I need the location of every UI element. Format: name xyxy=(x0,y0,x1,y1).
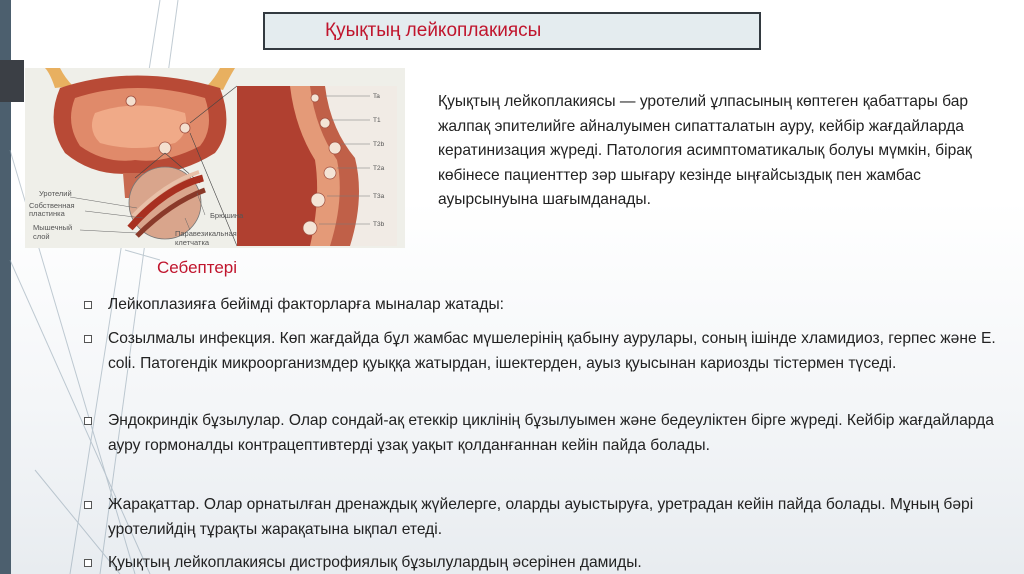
bladder-anatomy-image xyxy=(25,68,405,248)
list-item-text: Лейкоплазияға бейімді факторларға мыналар жатады: xyxy=(108,296,504,313)
list-item-text: Жарақаттар. Олар орнатылған дренаждық жүйелерге, оларды ауыстыруға, уретрадан кейін пайда болады. Мұның бәрі уротелийдің тұрақты жарақатына ықпал етеді. xyxy=(108,496,974,538)
bladder-illustration xyxy=(25,68,405,248)
stage-label: T3b xyxy=(373,221,385,228)
square-bullet-icon xyxy=(84,335,92,343)
list-item-text: Эндокриндік бұзылулар. Олар сондай-ақ етеккір циклінің бұзылуымен және бедеуліктен бірге жүреді. Кейбір жағдайларда ауру гормоналды контрацептивтерді ұзақ уақыт қолданғаннан кейін пайда болады. xyxy=(108,412,994,454)
square-bullet-icon xyxy=(84,417,92,425)
label-muscle-line2: слой xyxy=(33,232,50,241)
square-bullet-icon xyxy=(84,559,92,567)
intro-paragraph: Қуықтың лейкоплакиясы — уротелий ұлпасының көптеген қабаттары бар жалпақ эпителийге айналуымен сипатталатын ауру, кейбір жағдайларда кератинизация жүреді. Патология асимптоматикалық болуы мүмкін, бірақ көбінесе пациенттер зәр шығару кезінде ыңғайсыздық пен жамбас ауырсынуына шағымданады. xyxy=(438,93,972,208)
label-perivesical-line1: Паравезикальная xyxy=(175,229,237,238)
label-lamina-line1: Собственная xyxy=(29,201,75,210)
dark-corner-tab xyxy=(0,60,24,102)
stage-label: Ta xyxy=(373,93,380,100)
section-title: Себептері xyxy=(157,258,238,277)
square-bullet-icon xyxy=(84,501,92,509)
stage-label: T1 xyxy=(373,117,381,124)
stage-label: T2a xyxy=(373,165,385,172)
label-lamina-line2: пластинка xyxy=(29,209,65,218)
slide-title: Қуықтың лейкоплакиясы xyxy=(325,20,542,41)
label-muscle-line1: Мышечный xyxy=(33,223,73,232)
label-peritoneum: Брюшина xyxy=(210,211,244,220)
square-bullet-icon xyxy=(84,301,92,309)
list-item-text: Созылмалы инфекция. Көп жағдайда бұл жамбас мүшелерінің қабыну аурулары, соның ішінде хламидиоз, герпес және E. coli. Патогендік микроорганизмдер қуыққа жатырдан, ішектерден, ауыз қуысынан кариозды тістермен түседі. xyxy=(108,330,996,372)
stage-label: T2b xyxy=(373,141,385,148)
label-perivesical-line2: клетчатка xyxy=(175,238,210,247)
list-item-text: Қуықтың лейкоплакиясы дистрофиялық бұзылулардың әсерінен дамиды. xyxy=(108,554,642,571)
label-urothelium: Уротелий xyxy=(39,189,72,198)
title-box xyxy=(263,12,761,50)
stage-label: T3a xyxy=(373,193,385,200)
